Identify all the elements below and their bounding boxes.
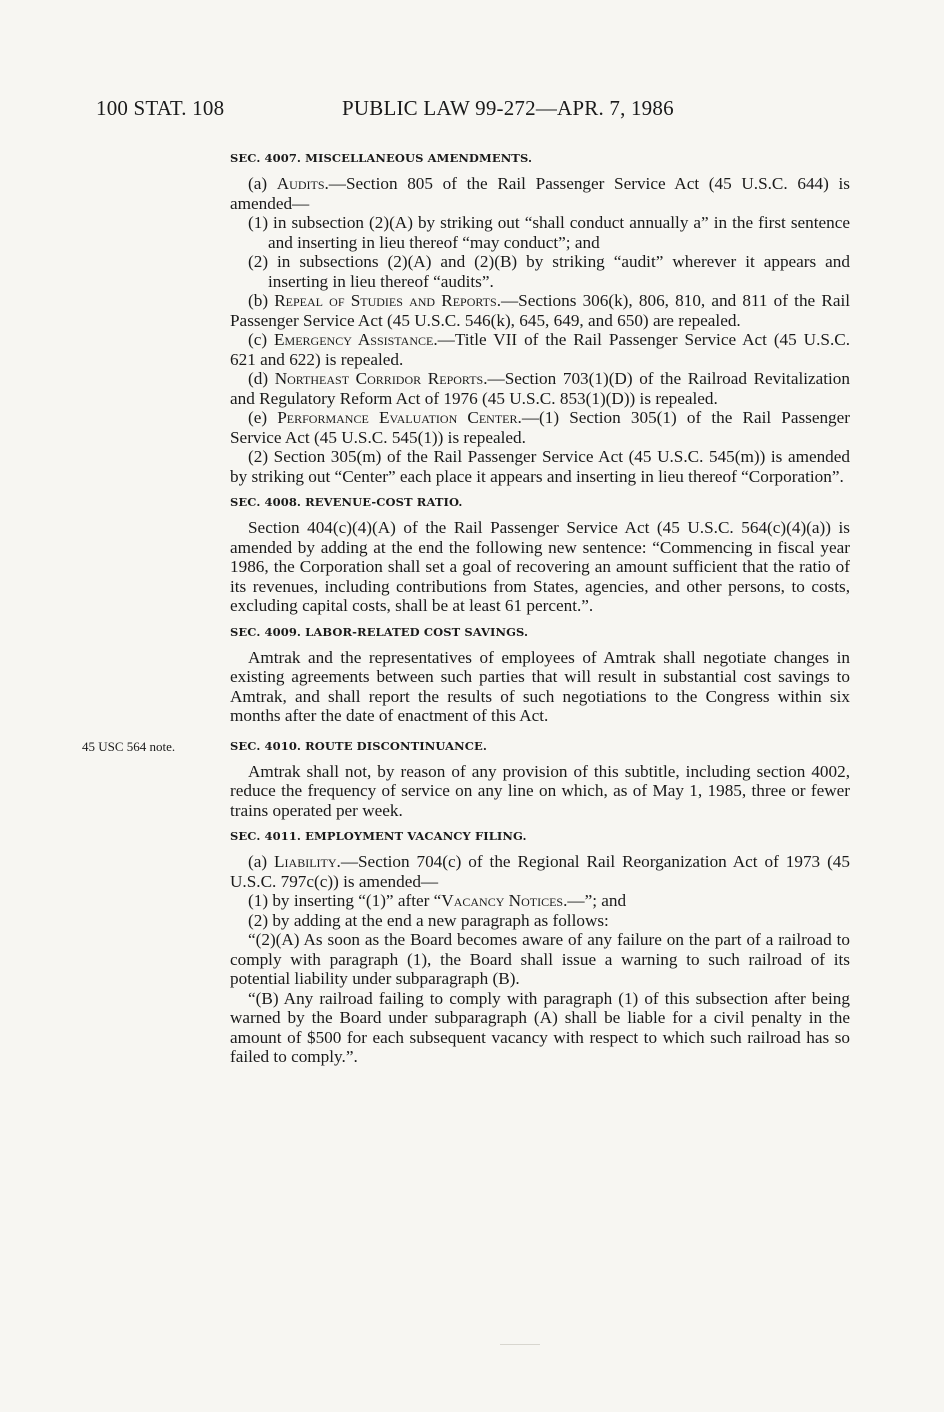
paragraph-a-liability: (a) Liability.—Section 704(c) of the Regional Rail Reorganization Act of 1973 (45 U.S.C. 797c(c)) is amended— (230, 852, 850, 891)
section-4010 (82, 738, 850, 821)
section-4008 (230, 494, 850, 616)
paragraph-b-repeal: (b) Repeal of Studies and Reports.—Sections 306(k), 806, 810, and 811 of the Rail Passenger Service Act (45 U.S.C. 546(k), 645, 649, and 650) are repealed. (230, 291, 850, 330)
section-heading: SEC. 4007. MISCELLANEOUS AMENDMENTS. (230, 151, 533, 165)
section-heading: SEC. 4011. EMPLOYMENT VACANCY FILING. (230, 829, 527, 843)
section-heading: SEC. 4010. ROUTE DISCONTINUANCE. (230, 738, 487, 753)
margin-note: 45 USC 564 note. (82, 738, 176, 754)
section-4008-text: Section 404(c)(4)(A) of the Rail Passenger Service Act (45 U.S.C. 564(c)(4)(a)) is amended by adding at the end the following new sentence: “Commencing in fiscal year 1986, the Corporation shall set a goal of recovering an amount sufficient that the ratio of its revenues, including contributions from States, agencies, and other persons, to costs, excluding capital costs, shall be at least 61 percent.”. (230, 518, 850, 615)
section-4010-text: Amtrak shall not, by reason of any provision of this subtitle, including section 4002, reduce the frequency of service on any line on which, as of May 1, 1985, three or fewer trains operated per week. (230, 761, 850, 820)
quoted-paragraph-2a: “(2)(A) As soon as the Board becomes aware of any failure on the part of a railroad to comply with paragraph (1), the Board shall issue a warning to such railroad of its potential liability under subparagraph (B). (230, 930, 850, 988)
clause-a1: (1) in subsection (2)(A) by striking out “shall conduct annually a” in the first sentence and inserting in lieu thereof “may conduct”; and (248, 213, 850, 252)
section-4009-text: Amtrak and the representatives of employees of Amtrak shall negotiate changes in existing agreements between such parties that will result in substantial cost savings to Amtrak, and shall report the results of such negotiations to the Congress within six months after the date of enactment of this Act. (230, 647, 850, 725)
clause-2: (2) by adding at the end a new paragraph as follows: (248, 910, 609, 930)
document-body (82, 150, 851, 1067)
page-header (96, 96, 848, 130)
public-law-title: PUBLIC LAW 99-272—APR. 7, 1986 (342, 96, 674, 120)
paragraph-d-northeast: (d) Northeast Corridor Reports.—Section 703(1)(D) of the Railroad Revitalization and Regulatory Reform Act of 1976 (45 U.S.C. 853(1)(D)) is repealed. (230, 369, 850, 408)
paragraph-e2: (2) Section 305(m) of the Rail Passenger Service Act (45 U.S.C. 545(m)) is amended by striking out “Center” each place it appears and inserting in lieu thereof “Corporation”. (230, 447, 850, 486)
paragraph-e-performance: (e) Performance Evaluation Center.—(1) Section 305(1) of the Rail Passenger Service Act (45 U.S.C. 545(1)) is repealed. (230, 408, 851, 447)
section-4007 (230, 150, 850, 486)
paragraph-a-audits: (a) Audits.—Section 805 of the Rail Passenger Service Act (45 U.S.C. 644) is amended— (230, 174, 850, 213)
section-heading: SEC. 4008. REVENUE-COST RATIO. (230, 495, 463, 509)
section-heading: SEC. 4009. LABOR-RELATED COST SAVINGS. (230, 624, 529, 639)
clause-1: (1) by inserting “(1)” after “Vacancy Notices.—”; and (248, 891, 627, 910)
clause-a2: (2) in subsections (2)(A) and (2)(B) by striking “audit” wherever it appears and inserting in lieu thereof “audits”. (248, 252, 850, 291)
paragraph-c-emergency: (c) Emergency Assistance.—Title VII of the Rail Passenger Service Act (45 U.S.C. 621 and 622) is repealed. (230, 330, 851, 369)
statute-page-ref: 100 STAT. 108 (96, 96, 225, 120)
section-4011 (230, 828, 850, 1067)
quoted-paragraph-b: “(B) Any railroad failing to comply with paragraph (1) of this subsection after being warned by the Board under subparagraph (A) shall be liable for a civil penalty in the amount of $500 for each subsequent vacancy with respect to which such railroad has so failed to comply.”. (230, 988, 850, 1066)
section-4009 (230, 624, 850, 738)
page-bottom-mark (500, 1344, 540, 1345)
